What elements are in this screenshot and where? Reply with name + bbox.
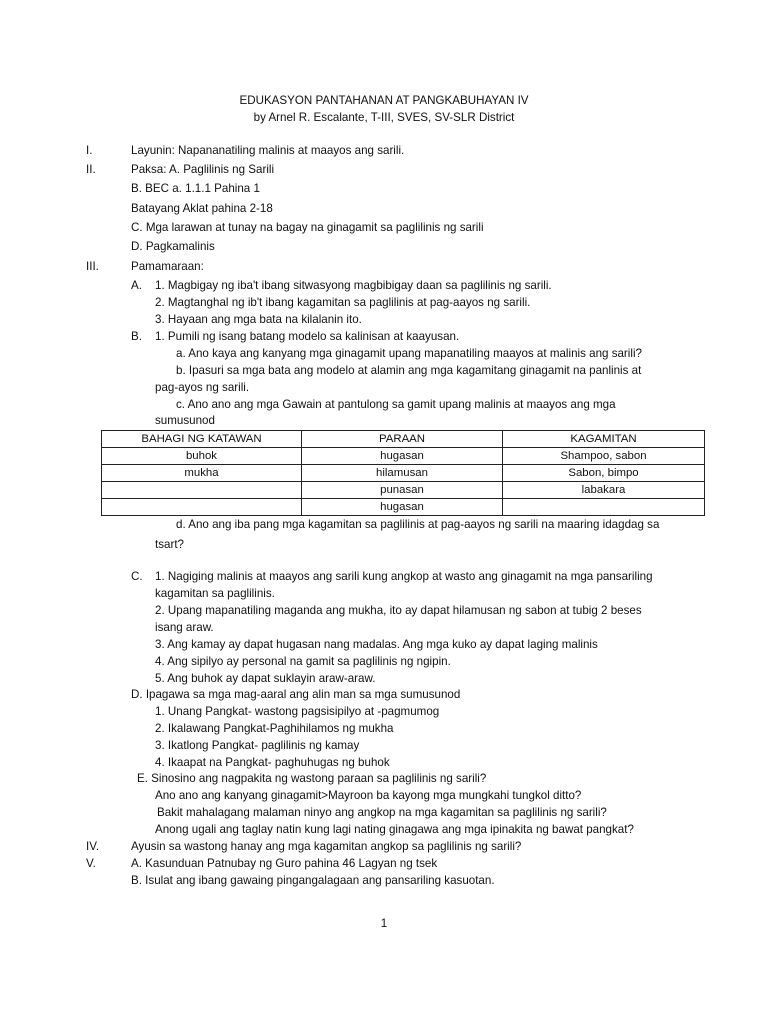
table-cell: [102, 499, 302, 516]
list-item: 5. Ang buhok ay dapat suklayin araw-araw.: [155, 672, 376, 685]
table-header-cell: BAHAGI NG KATAWAN: [102, 431, 302, 448]
list-item-continuation: sumusunod: [155, 414, 215, 427]
section-text: Pamamaraan:: [131, 260, 204, 273]
section-line: D. Pagkamalinis: [131, 240, 215, 253]
list-item: 1. Nagiging malinis at maayos ang sarili kung angkop at wasto ang ginagamit na mga pansariling: [155, 570, 653, 583]
list-item: 4. Ikaapat na Pangkat- paghuhugas ng buhok: [155, 756, 390, 769]
list-item: 1. Magbigay ng iba't ibang sitwasyong magbibigay daan sa paglilinis ng sarili.: [155, 279, 552, 292]
section-line: B. Isulat ang ibang gawaing pingangalagaan ang pansariling kasuotan.: [131, 874, 495, 887]
section-text: Paksa: A. Paglilinis ng Sarili: [131, 163, 275, 176]
table-cell: hugasan: [302, 448, 503, 465]
subsection-heading: D. Ipagawa sa mga mag-aaral ang alin man sa mga sumusunod: [131, 688, 461, 701]
list-item: 2. Upang mapanatiling maganda ang mukha, ito ay dapat hilamusan ng sabon at tubig 2 beses: [155, 604, 642, 617]
table-cell: buhok: [102, 448, 302, 465]
list-item: Bakit mahalagang malaman ninyo ang angkop na mga kagamitan sa paglilinis ng sarili?: [157, 806, 607, 819]
table-cell: Shampoo, sabon: [503, 448, 705, 465]
page-number: 1: [380, 917, 388, 930]
section-text: Ayusin sa wastong hanay ang mga kagamitan angkop sa paglilinis ng sarili?: [131, 840, 522, 853]
section-line: B. BEC a. 1.1.1 Pahina 1: [131, 182, 260, 195]
list-item: 1. Pumili ng isang batang modelo sa kalinisan at kaayusan.: [155, 330, 460, 343]
subsection-letter: A.: [131, 279, 142, 292]
section-number: IV.: [86, 840, 100, 853]
table-row: [102, 482, 705, 499]
list-item: 3. Hayaan ang mga bata na kilalanin ito.: [155, 313, 362, 326]
list-item-continuation: isang araw.: [155, 621, 214, 634]
table-cell: hilamusan: [302, 465, 503, 482]
list-item: 1. Unang Pangkat- wastong pagsisipilyo at -pagmumog: [155, 705, 440, 718]
section-line: Batayang Aklat pahina 2-18: [131, 202, 273, 215]
subsection-letter: B.: [131, 330, 142, 343]
table-cell: labakara: [503, 482, 705, 499]
section-text: Layunin: Napananatiling malinis at maayos ang sarili.: [131, 144, 405, 157]
table-header-cell: KAGAMITAN: [503, 431, 705, 448]
body-parts-table: [101, 430, 705, 516]
list-item-continuation: tsart?: [155, 538, 184, 551]
table-cell: [102, 482, 302, 499]
table-cell: mukha: [102, 465, 302, 482]
list-item: d. Ano ang iba pang mga kagamitan sa paglilinis at pag-aayos ng sarili na maaring idagdag sa: [176, 518, 660, 531]
table-row: [102, 499, 705, 516]
list-item: a. Ano kaya ang kanyang mga ginagamit upang mapanatiling maayos at malinis ang sarili?: [176, 347, 642, 360]
list-item-continuation: pag-ayos ng sarili.: [155, 381, 250, 394]
subsection-heading: E. Sinosino ang nagpakita ng wastong paraan sa paglilinis ng sarili?: [137, 772, 487, 785]
table-header-row: [102, 431, 705, 448]
table-cell: Sabon, bimpo: [503, 465, 705, 482]
section-number: II.: [86, 163, 96, 176]
section-number: I.: [86, 144, 93, 157]
list-item: 2. Magtanghal ng ib't ibang kagamitan sa paglilinis at pag-aayos ng sarili.: [155, 296, 531, 309]
table-header-cell: PARAAN: [302, 431, 503, 448]
section-text: A. Kasunduan Patnubay ng Guro pahina 46 Lagyan ng tsek: [131, 857, 438, 870]
table-cell: punasan: [302, 482, 503, 499]
list-item: 3. Ang kamay ay dapat hugasan nang madalas. Ang mga kuko ay dapat laging malinis: [155, 638, 598, 651]
list-item: b. Ipasuri sa mga bata ang modelo at alamin ang mga kagamitang ginagamit na panlinis at: [176, 364, 642, 377]
section-line: C. Mga larawan at tunay na bagay na ginagamit sa paglilinis ng sarili: [131, 221, 484, 234]
list-item: 2. Ikalawang Pangkat-Paghihilamos ng mukha: [155, 722, 394, 735]
list-item-continuation: kagamitan sa paglilinis.: [155, 587, 275, 600]
section-number: V.: [86, 857, 96, 870]
subsection-letter: C.: [131, 570, 143, 583]
list-item: 3. Ikatlong Pangkat- paglilinis ng kamay: [155, 739, 360, 752]
list-item: c. Ano ano ang mga Gawain at pantulong sa gamit upang malinis at maayos ang mga: [176, 398, 616, 411]
list-item: Ano ano ang kanyang ginagamit>Mayroon ba kayong mga mungkahi tungkol ditto?: [155, 789, 582, 802]
table-cell: hugasan: [302, 499, 503, 516]
table-row: [102, 448, 705, 465]
table-row: [102, 465, 705, 482]
document-author: by Arnel R. Escalante, T-III, SVES, SV-SLR District: [253, 111, 515, 124]
document-title: EDUKASYON PANTAHANAN AT PANGKABUHAYAN IV: [239, 94, 529, 107]
list-item: Anong ugali ang taglay natin kung lagi nating ginagawa ang mga ipinakita ng bawat pangkat?: [155, 823, 634, 836]
table-cell: [503, 499, 705, 516]
list-item: 4. Ang sipilyo ay personal na gamit sa paglilinis ng ngipin.: [155, 655, 451, 668]
section-number: III.: [86, 260, 99, 273]
